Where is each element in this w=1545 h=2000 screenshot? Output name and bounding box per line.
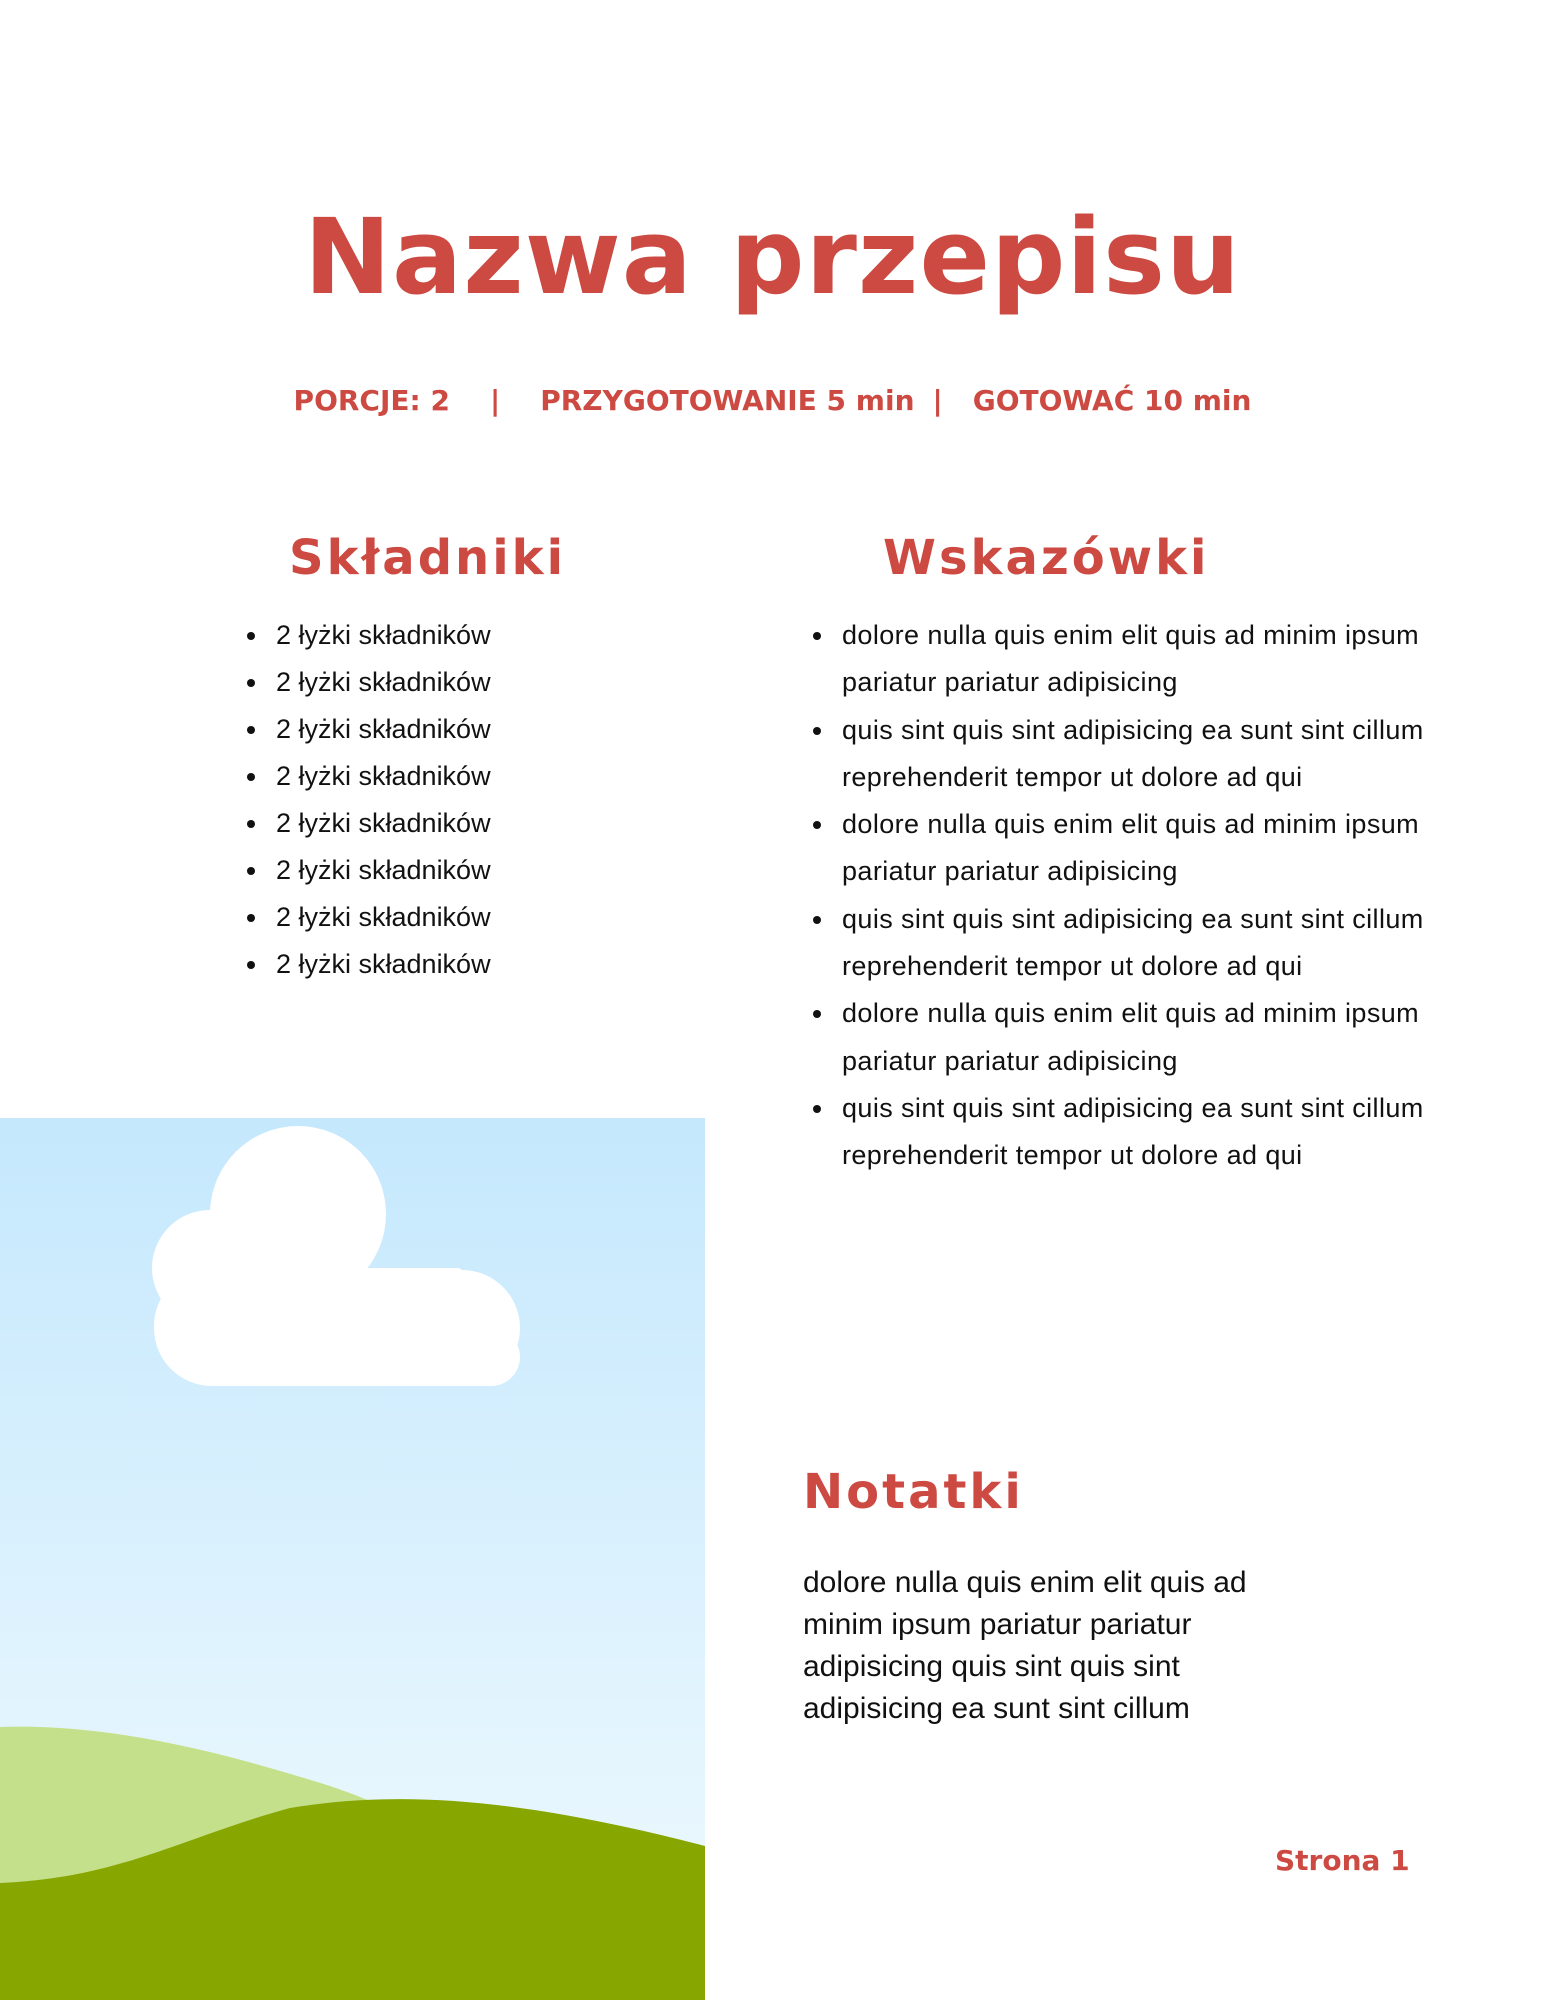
recipe-title: Nazwa przepisu [303, 196, 1242, 318]
servings-label: PORCJE: 2 [293, 384, 450, 417]
ingredient-item: • 2 łyżki składników [270, 847, 491, 894]
cook-time-label: GOTOWAĆ 10 min [972, 384, 1252, 417]
ingredient-item: • 2 łyżki składników [270, 659, 491, 706]
separator: | [932, 384, 943, 417]
ingredient-item: • 2 łyżki składników [270, 941, 491, 988]
ingredient-item: • 2 łyżki składników [270, 894, 491, 941]
ingredient-item: • 2 łyżki składników [270, 800, 491, 847]
directions-list [806, 612, 1476, 1180]
direction-step: • dolore nulla quis enim elit quis ad minim ipsum pariatur pariatur adipisicing [836, 612, 1476, 707]
direction-step: • quis sint quis sint adipisicing ea sunt sint cillum reprehenderit tempor ut dolore ad qui [836, 707, 1476, 802]
directions-heading: Wskazówki [883, 530, 1210, 586]
direction-step: • quis sint quis sint adipisicing ea sunt sint cillum reprehenderit tempor ut dolore ad qui [836, 896, 1476, 991]
separator: | [489, 384, 501, 417]
ingredient-item: • 2 łyżki składników [270, 612, 491, 659]
notes-text: dolore nulla quis enim elit quis ad minim ipsum pariatur pariatur adipisicing quis sint quis sint adipisicing ea sunt sint cillum [803, 1566, 1247, 1725]
recipe-meta [0, 384, 1545, 417]
ingredient-item: • 2 łyżki składników [270, 706, 491, 753]
direction-step: • quis sint quis sint adipisicing ea sunt sint cillum reprehenderit tempor ut dolore ad qui [836, 1085, 1476, 1180]
notes-heading: Notatki [803, 1464, 1024, 1520]
prep-time-label: PRZYGOTOWANIE 5 min [540, 384, 915, 417]
ingredient-item: • 2 łyżki składników [270, 753, 491, 800]
landscape-illustration [0, 1118, 705, 2000]
direction-step: • dolore nulla quis enim elit quis ad minim ipsum pariatur pariatur adipisicing [836, 990, 1476, 1085]
ingredients-heading: Składniki [289, 530, 567, 586]
ingredients-list [240, 612, 491, 988]
direction-step: • dolore nulla quis enim elit quis ad minim ipsum pariatur pariatur adipisicing [836, 801, 1476, 896]
page-number: Strona 1 [1275, 1844, 1410, 1877]
